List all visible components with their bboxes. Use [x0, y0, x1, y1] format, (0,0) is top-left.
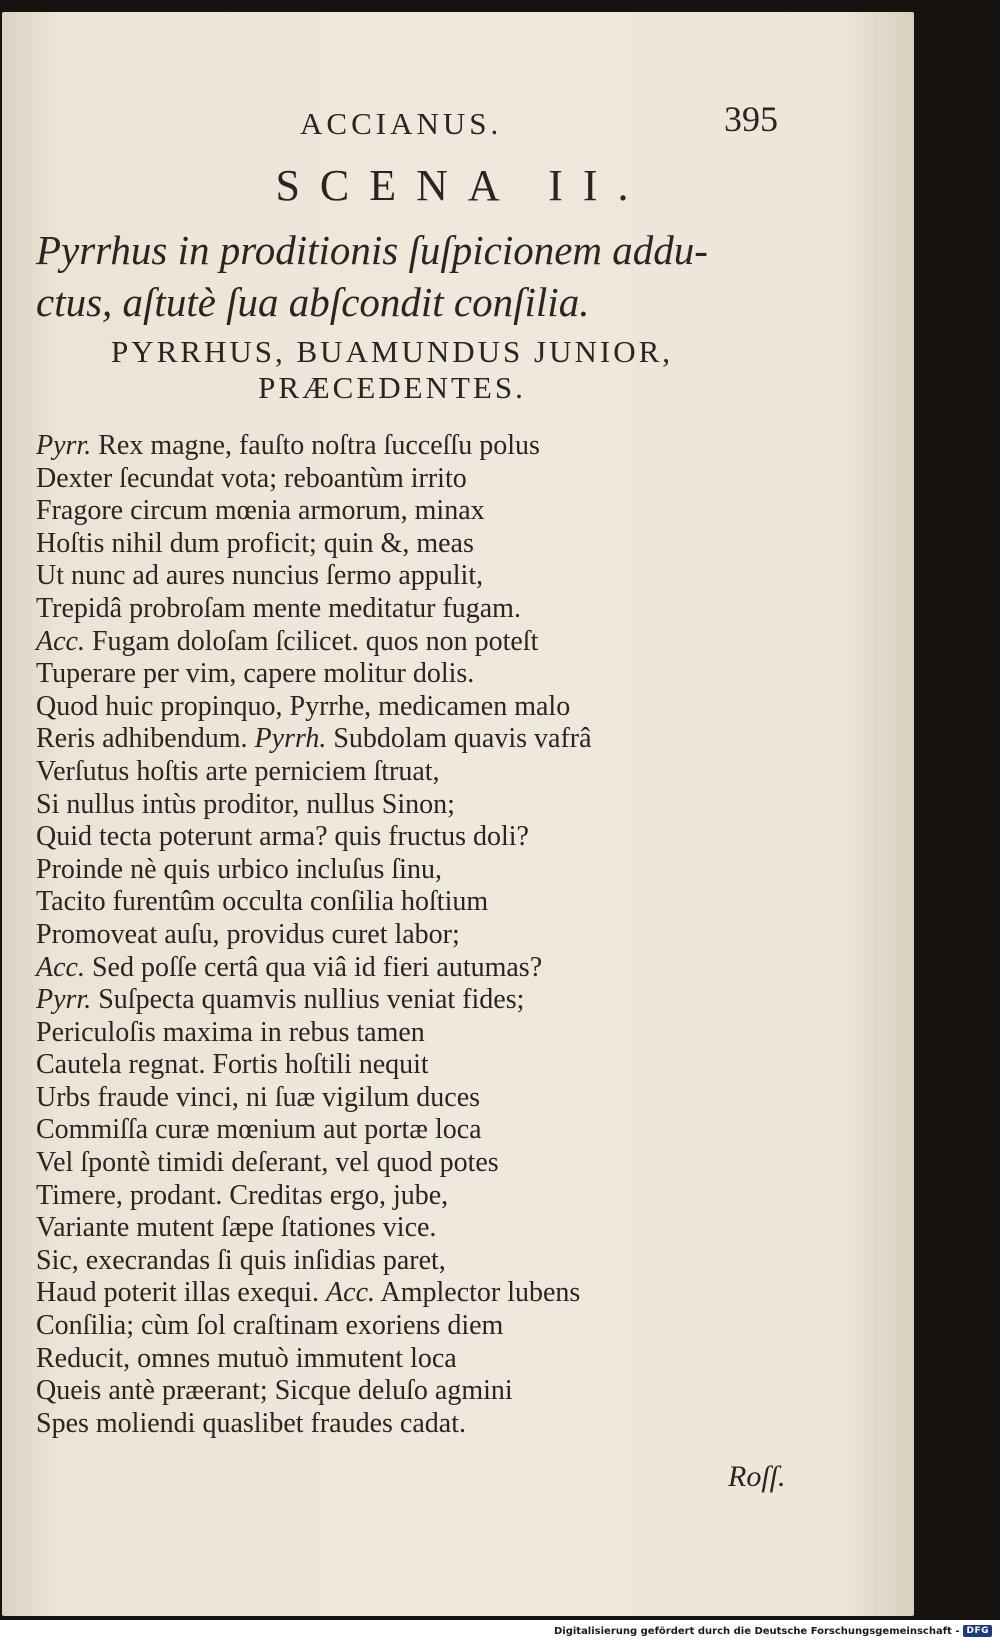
verse-line	[36, 691, 756, 724]
verse-text-segment: Commiſſa curæ mœnium aut portæ loca	[36, 1114, 482, 1146]
verse-line	[36, 789, 756, 822]
verse-line	[36, 854, 756, 887]
verse-text-segment: Verſutus hoſtis arte perniciem ſtruat,	[36, 755, 440, 787]
verse-line	[36, 756, 756, 789]
speaker-label: Pyrr.	[36, 984, 92, 1016]
verse-text-segment: Quid tecta poterunt arma? quis fructus doli?	[36, 821, 529, 853]
verse-text-segment: Vel ſpontè timidi deſerant, vel quod potes	[36, 1147, 499, 1179]
speaker-label: Acc.	[36, 625, 85, 657]
verse-line	[36, 430, 756, 463]
verse-text-segment: Reris adhibendum.	[36, 723, 248, 755]
verse-line	[36, 919, 756, 952]
verse-text-segment: Tacito furentûm occulta conſilia hoſtium	[36, 886, 489, 918]
verse-line	[36, 1049, 756, 1082]
verse-line	[36, 528, 756, 561]
verse-text-segment: Subdolam quavis vafrâ	[333, 723, 592, 755]
verse-text-segment: Suſpecta quamvis nullius veniat fides;	[98, 984, 525, 1016]
verse-line	[36, 560, 756, 593]
verse-text-segment: Queis antè præerant; Sicque deluſo agmini	[36, 1375, 513, 1407]
verse-line	[36, 1343, 756, 1376]
verse-text-segment: Dexter ſecundat vota; reboantùm irrito	[36, 462, 467, 494]
verse-line	[36, 495, 756, 528]
digitization-footer	[554, 1624, 992, 1638]
verse-line	[36, 1375, 756, 1408]
verse-line	[36, 626, 756, 659]
verse-line	[36, 463, 756, 496]
verse-text-segment: Si nullus intùs proditor, nullus Sinon;	[36, 788, 455, 820]
verse-text-segment: Rex magne, fauſto noſtra ſucceſſu polus	[98, 430, 540, 461]
verse-text-segment: Quod huic propinquo, Pyrrhe, medicamen malo	[36, 690, 571, 722]
verse-text-segment: Ut nunc ad aures nuncius ſermo appulit,	[36, 560, 484, 592]
verse-text	[36, 430, 756, 1440]
speaker-label: Acc.	[36, 951, 85, 983]
verse-line	[36, 1180, 756, 1213]
catchword: Roſſ.	[728, 1460, 786, 1493]
verse-line	[36, 984, 756, 1017]
footer-credit: Digitalisierung gefördert durch die Deutsche Forschungsgemeinschaft -	[553, 1625, 960, 1637]
verse-text-segment: Promoveat auſu, providus curet labor;	[36, 918, 460, 950]
argument-line: ctus, aſtutè ſua abſcondit conſilia.	[36, 279, 590, 325]
verse-line	[36, 658, 756, 691]
verse-text-segment: Variante mutent ſæpe ſtationes vice.	[36, 1212, 437, 1244]
verse-line	[36, 1017, 756, 1050]
verse-text-segment: Spes moliendi quaslibet fraudes cadat.	[36, 1407, 466, 1439]
speaker-label: Pyrr.	[36, 430, 92, 461]
page-header	[2, 92, 914, 152]
verse-text-segment: Urbs fraude vinci, ni ſuæ vigilum duces	[36, 1081, 481, 1113]
argument-line: Pyrrhus in proditionis ſuſpicionem addu-	[36, 227, 708, 273]
dfg-logo-icon: DFG	[963, 1625, 992, 1637]
speaker-label: Acc.	[326, 1277, 376, 1309]
verse-text-segment: Hoſtis nihil dum proficit; quin &, meas	[36, 527, 474, 559]
verse-text-segment: Periculoſis maxima in rebus tamen	[36, 1016, 425, 1048]
verse-text-segment: Haud poterit illas exequi.	[36, 1277, 320, 1309]
verse-line	[36, 1212, 756, 1245]
verse-text-segment: Amplector lubens	[380, 1277, 581, 1309]
verse-text-segment: Cautela regnat. Fortis hoſtili nequit	[36, 1049, 429, 1081]
verse-line	[36, 821, 756, 854]
verse-line	[36, 886, 756, 919]
characters-line: PRÆCEDENTES.	[258, 370, 526, 405]
verse-text-segment: Trepidâ probroſam mente meditatur fugam.	[36, 592, 521, 624]
dramatis-personae	[2, 334, 782, 406]
verse-line	[36, 1408, 756, 1441]
scene-argument	[36, 224, 776, 328]
verse-line	[36, 1277, 756, 1310]
verse-line	[36, 1245, 756, 1278]
verse-text-segment: Fugam doloſam ſcilicet. quos non poteſt	[91, 625, 539, 657]
verse-text-segment: Sic, execrandas ſi quis inſidias paret,	[36, 1244, 446, 1276]
verse-text-segment: Proinde nè quis urbico incluſus ſinu,	[36, 853, 442, 885]
running-title: ACCIANUS.	[300, 106, 503, 141]
verse-line	[36, 1310, 756, 1343]
verse-line	[36, 952, 756, 985]
characters-line: PYRRHUS, BUAMUNDUS JUNIOR,	[110, 334, 674, 369]
verse-line	[36, 1082, 756, 1115]
scene-heading: SCENA II.	[275, 161, 649, 210]
verse-text-segment: Timere, prodant. Creditas ergo, jube,	[36, 1179, 449, 1211]
verse-text-segment: Conſilia; cùm ſol craſtinam exoriens diem	[36, 1310, 504, 1342]
verse-text-segment: Reducit, omnes mutuò immutent loca	[36, 1342, 457, 1374]
book-page	[2, 12, 914, 1616]
verse-text-segment: Sed poſſe certâ qua viâ id fieri autumas?	[91, 951, 543, 983]
verse-line	[36, 723, 756, 756]
verse-text-segment: Tuperare per vim, capere molitur dolis.	[36, 658, 475, 690]
verse-line	[36, 1147, 756, 1180]
speaker-label: Pyrrh.	[254, 723, 327, 755]
page-number: 395	[724, 99, 778, 139]
verse-line	[36, 593, 756, 626]
verse-text-segment: Fragore circum mœnia armorum, minax	[36, 495, 485, 527]
verse-line	[36, 1114, 756, 1147]
